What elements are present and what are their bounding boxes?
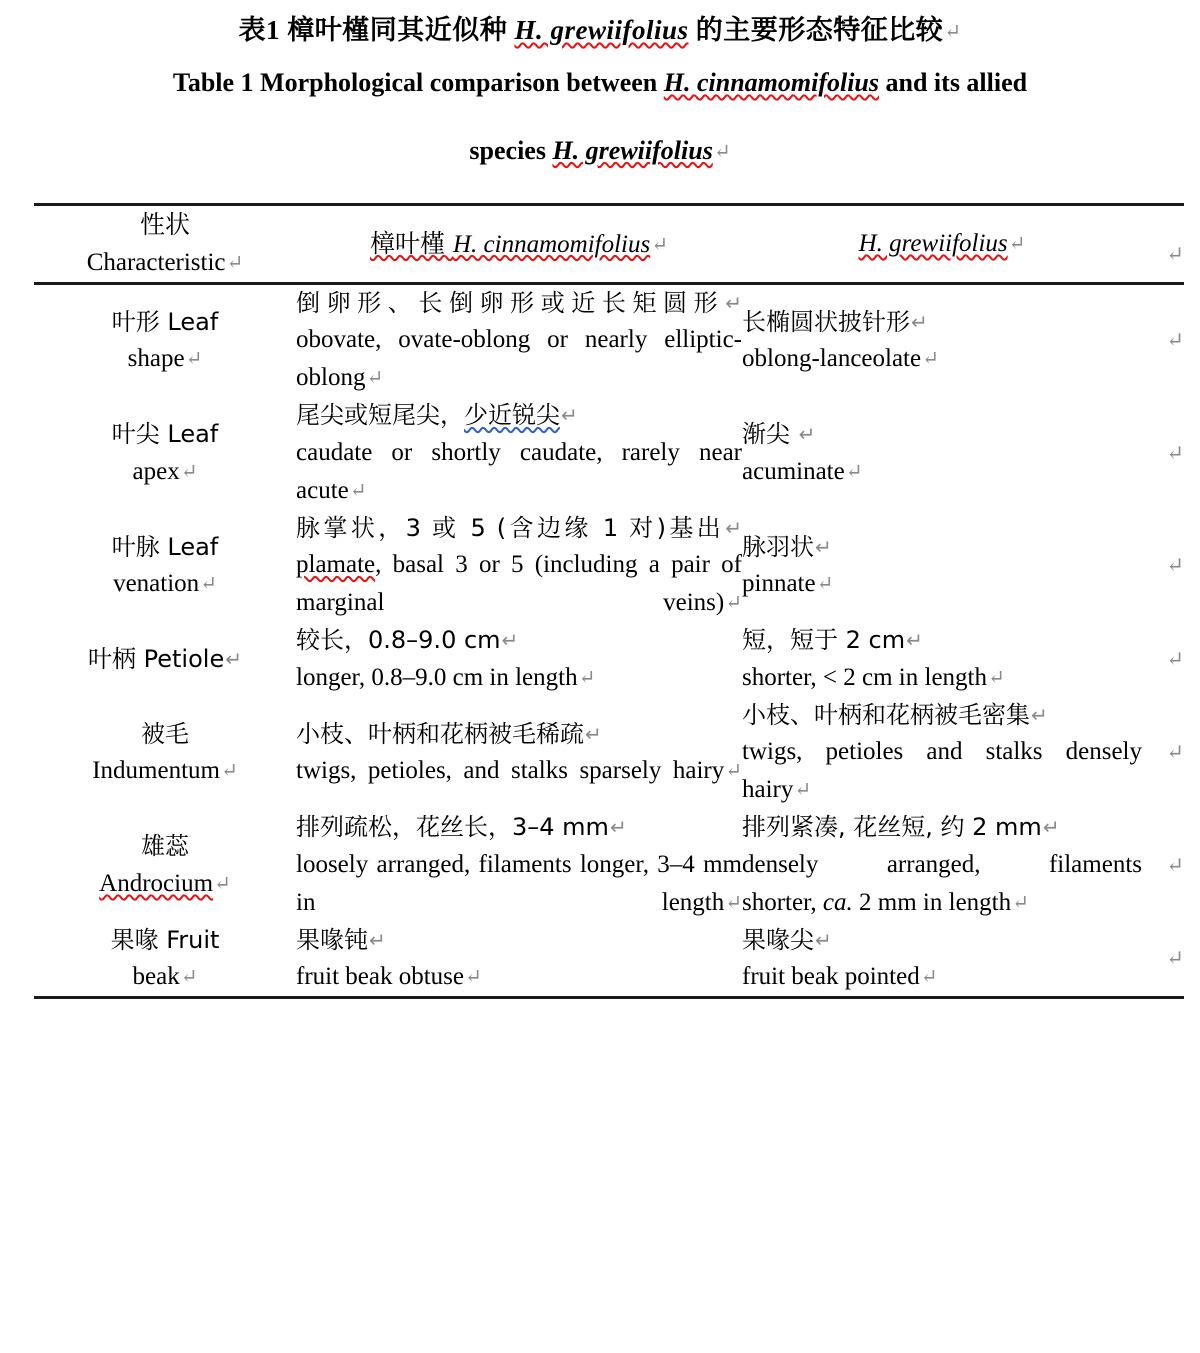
row-label-cn: 叶形 Leaf (111, 308, 219, 336)
pilcrow-icon: ↵ (226, 252, 244, 274)
caption-en2-prefix: species (469, 135, 553, 165)
cell-cn-text: 脉羽状↵ (742, 532, 832, 561)
cell-en-text: loosely arranged, filaments longer, 3–4 mm in length↵ (296, 850, 742, 916)
row-label-cn: 被毛 (141, 719, 189, 748)
cell-cn-text: 排列疏松，花丝长，3–4 mm↵ (296, 813, 627, 842)
row-label-en: shape↵ (127, 345, 203, 373)
caption-english-line1 (0, 66, 1200, 100)
header-species1-latin: H. cinnamomifolius (452, 230, 651, 258)
table-row (34, 510, 1184, 622)
row-label-cn: 叶尖 Leaf (111, 420, 219, 449)
row-label-fruit-beak (34, 922, 296, 998)
header-cell-characteristic (34, 205, 296, 284)
cell-en-text: fruit beak obtuse↵ (296, 963, 482, 991)
cell-leaf-apex-species1 (296, 397, 742, 509)
cell-cn-text: 排列紧凑, 花丝短, 约 2 mm↵ (742, 813, 1060, 842)
comparison-table (34, 203, 1184, 999)
cell-en-line2: shorter, ca. 2 mm in length↵ (742, 888, 1029, 916)
pilcrow-icon: ↵ (221, 760, 238, 783)
table-row (34, 697, 1184, 809)
row-label-en-spell-flagged: Androcium (99, 869, 214, 897)
pilcrow-icon: ↵ (349, 479, 367, 502)
cell-cn-text: 较长，0.8–9.0 cm↵ (296, 626, 519, 655)
row-label-en: Indumentum↵ (92, 757, 238, 785)
pilcrow-icon: ↵ (713, 140, 731, 163)
pilcrow-icon: ↵ (501, 628, 519, 653)
pilcrow-icon: ↵ (911, 310, 928, 334)
row-pilcrow (1142, 622, 1184, 696)
cell-cn-text: 渐尖 ↵ (742, 420, 816, 449)
row-pilcrow (1142, 397, 1184, 509)
pilcrow-icon: ↵ (845, 460, 863, 483)
pilcrow-icon: ↵ (200, 573, 217, 596)
row-pilcrow (1142, 922, 1184, 998)
cell-leaf-shape-species2 (742, 284, 1142, 398)
caption-english-line2 (0, 134, 1200, 168)
cell-indumentum-species1 (296, 697, 742, 809)
cell-en-spell-flagged: plamate (296, 551, 376, 579)
row-label-en: apex↵ (132, 457, 198, 485)
table-row (34, 397, 1184, 509)
row-pilcrow (1142, 809, 1184, 921)
caption-en-suffix: and its allied (879, 67, 1028, 97)
caption-cn-prefix: 表1 樟叶槿同其近似种 (238, 15, 515, 45)
pilcrow-icon: ↵ (906, 628, 923, 653)
pilcrow-icon: ↵ (1166, 852, 1184, 877)
cell-en-text: shorter, < 2 cm in length↵ (742, 663, 1005, 691)
morphological-comparison-table (0, 203, 1200, 999)
abbrev-circa: ca. (822, 888, 853, 916)
row-label-en: beak↵ (132, 963, 198, 991)
cell-en-text: acuminate↵ (742, 457, 863, 485)
row-label-cn: 叶脉 Leaf (111, 532, 219, 561)
caption-chinese (0, 14, 1200, 48)
pilcrow-icon: ↵ (465, 966, 482, 989)
pilcrow-icon: ↵ (944, 21, 962, 43)
cell-leaf-shape-species1 (296, 284, 742, 398)
header-characteristic-cn: 性状 (139, 210, 190, 239)
row-label-androcium (34, 809, 296, 921)
table-row (34, 622, 1184, 696)
table-header-row (34, 205, 1184, 284)
cell-leaf-venation-species2 (742, 510, 1142, 622)
pilcrow-icon: ↵ (1166, 440, 1184, 465)
caption-cn-species: H. grewiifolius (514, 15, 689, 45)
table-row (34, 922, 1184, 998)
pilcrow-icon: ↵ (1012, 891, 1029, 914)
row-label-leaf-apex (34, 397, 296, 509)
table-caption-block (0, 0, 1200, 167)
cell-androcium-species2 (742, 809, 1142, 921)
header-row-pilcrow (1142, 205, 1184, 284)
cell-leaf-apex-species2 (742, 397, 1142, 509)
pilcrow-icon: ↵ (369, 927, 386, 952)
pilcrow-icon: ↵ (561, 403, 578, 428)
header-cell-grewiifolius (742, 205, 1142, 284)
pilcrow-icon: ↵ (1166, 740, 1184, 765)
pilcrow-icon: ↵ (815, 927, 832, 952)
header-species2-latin: H. grewiifolius (858, 230, 1008, 257)
pilcrow-icon: ↵ (798, 422, 816, 447)
cell-en-line1: densely arranged, filaments (742, 850, 1142, 878)
cell-cn-text: 尾尖或短尾尖，少近锐尖↵ (296, 401, 578, 430)
pilcrow-icon: ↵ (578, 666, 596, 689)
pilcrow-icon: ↵ (1166, 646, 1184, 671)
cell-cn-text: 果喙尖↵ (742, 925, 832, 954)
cell-petiole-species1 (296, 622, 742, 696)
pilcrow-icon: ↵ (1166, 328, 1184, 353)
row-label-cn: 雄蕊 (141, 832, 189, 861)
cell-en-text: oblong-lanceolate↵ (742, 345, 939, 373)
pilcrow-icon: ↵ (225, 647, 242, 672)
pilcrow-icon: ↵ (366, 367, 384, 390)
row-label-cn: 叶柄 Petiole↵ (88, 645, 242, 674)
row-label-indumentum (34, 697, 296, 809)
pilcrow-icon: ↵ (651, 233, 668, 256)
pilcrow-icon: ↵ (585, 721, 602, 746)
pilcrow-icon: ↵ (725, 891, 742, 914)
cell-cn-text: 小枝、叶柄和花柄被毛稀疏↵ (296, 719, 602, 748)
cell-cn-grammar-flagged: 少近锐尖 (464, 401, 560, 430)
cell-leaf-venation-species1 (296, 510, 742, 622)
pilcrow-icon: ↵ (725, 515, 742, 540)
cell-cn-text: 果喙钝↵ (296, 925, 386, 954)
cell-fruit-beak-species2 (742, 922, 1142, 998)
pilcrow-icon: ↵ (1166, 946, 1184, 971)
caption-en-prefix: Table 1 Morphological comparison between (172, 67, 664, 97)
cell-en-text: pinnate↵ (742, 570, 834, 598)
cell-cn-text: 长椭圆状披针形↵ (742, 308, 928, 336)
table-row (34, 809, 1184, 921)
pilcrow-icon: ↵ (794, 779, 812, 802)
cell-en-text: caudate or shortly caudate, rarely near acute↵ (296, 438, 742, 504)
cell-indumentum-species2 (742, 697, 1142, 809)
pilcrow-icon: ↵ (725, 291, 742, 315)
pilcrow-icon: ↵ (180, 966, 198, 989)
pilcrow-icon: ↵ (988, 666, 1005, 689)
row-label-en (34, 865, 296, 903)
cell-en-text: plamate, basal 3 or 5 (including a pair of marginal veins)↵ (296, 551, 742, 617)
pilcrow-icon: ↵ (180, 460, 198, 483)
row-label-petiole (34, 622, 296, 696)
pilcrow-icon: ↵ (214, 872, 231, 895)
pilcrow-icon: ↵ (725, 760, 742, 783)
header-cell-cinnamomifolius (296, 205, 742, 284)
pilcrow-icon: ↵ (609, 815, 627, 840)
caption-cn-suffix: 的主要形态特征比较 (688, 15, 944, 45)
pilcrow-icon: ↵ (725, 592, 742, 615)
pilcrow-icon: ↵ (1031, 702, 1048, 727)
cell-en-text: twigs, petioles and stalks densely hairy↵ (742, 738, 1142, 804)
row-pilcrow (1142, 284, 1184, 398)
pilcrow-icon: ↵ (1042, 815, 1060, 840)
caption-en-species-cinnamomifolius: H. cinnamomifolius (663, 67, 880, 97)
pilcrow-icon: ↵ (185, 348, 203, 371)
pilcrow-icon: ↵ (815, 534, 832, 559)
row-pilcrow (1142, 697, 1184, 809)
row-label-leaf-shape (34, 284, 296, 398)
cell-en-text: twigs, petioles, and stalks sparsely hairy↵ (296, 757, 742, 785)
pilcrow-icon: ↵ (922, 348, 939, 371)
row-label-cn: 果喙 Fruit (110, 925, 220, 954)
header-characteristic-en: Characteristic↵ (86, 249, 244, 276)
row-pilcrow (1142, 510, 1184, 622)
cell-androcium-species1 (296, 809, 742, 921)
cell-cn-text: 倒卵形、长倒卵形或近长矩圆形↵ (296, 289, 742, 317)
table-row (34, 284, 1184, 398)
cell-en-text: longer, 0.8–9.0 cm in length↵ (296, 663, 596, 691)
pilcrow-icon: ↵ (1166, 242, 1184, 267)
pilcrow-icon: ↵ (920, 966, 938, 989)
caption-en-species-grewiifolius: H. grewiifolius (552, 135, 713, 165)
cell-cn-text: 小枝、叶柄和花柄被毛密集↵ (742, 700, 1048, 729)
cell-petiole-species2 (742, 622, 1142, 696)
pilcrow-icon: ↵ (816, 573, 834, 596)
cell-fruit-beak-species1 (296, 922, 742, 998)
pilcrow-icon: ↵ (1166, 553, 1184, 578)
cell-en-text: obovate, ovate-oblong or nearly elliptic-oblong↵ (296, 326, 742, 392)
header-species1-cn: 樟叶槿 (370, 228, 453, 258)
row-label-leaf-venation (34, 510, 296, 622)
cell-cn-text: 脉掌状，3 或 5 (含边缘 1 对)基出↵ (296, 513, 742, 542)
pilcrow-icon: ↵ (1008, 233, 1026, 255)
cell-cn-text: 短，短于 2 cm↵ (742, 626, 923, 655)
cell-en-text: fruit beak pointed↵ (742, 963, 938, 991)
row-label-en: venation↵ (113, 570, 217, 598)
